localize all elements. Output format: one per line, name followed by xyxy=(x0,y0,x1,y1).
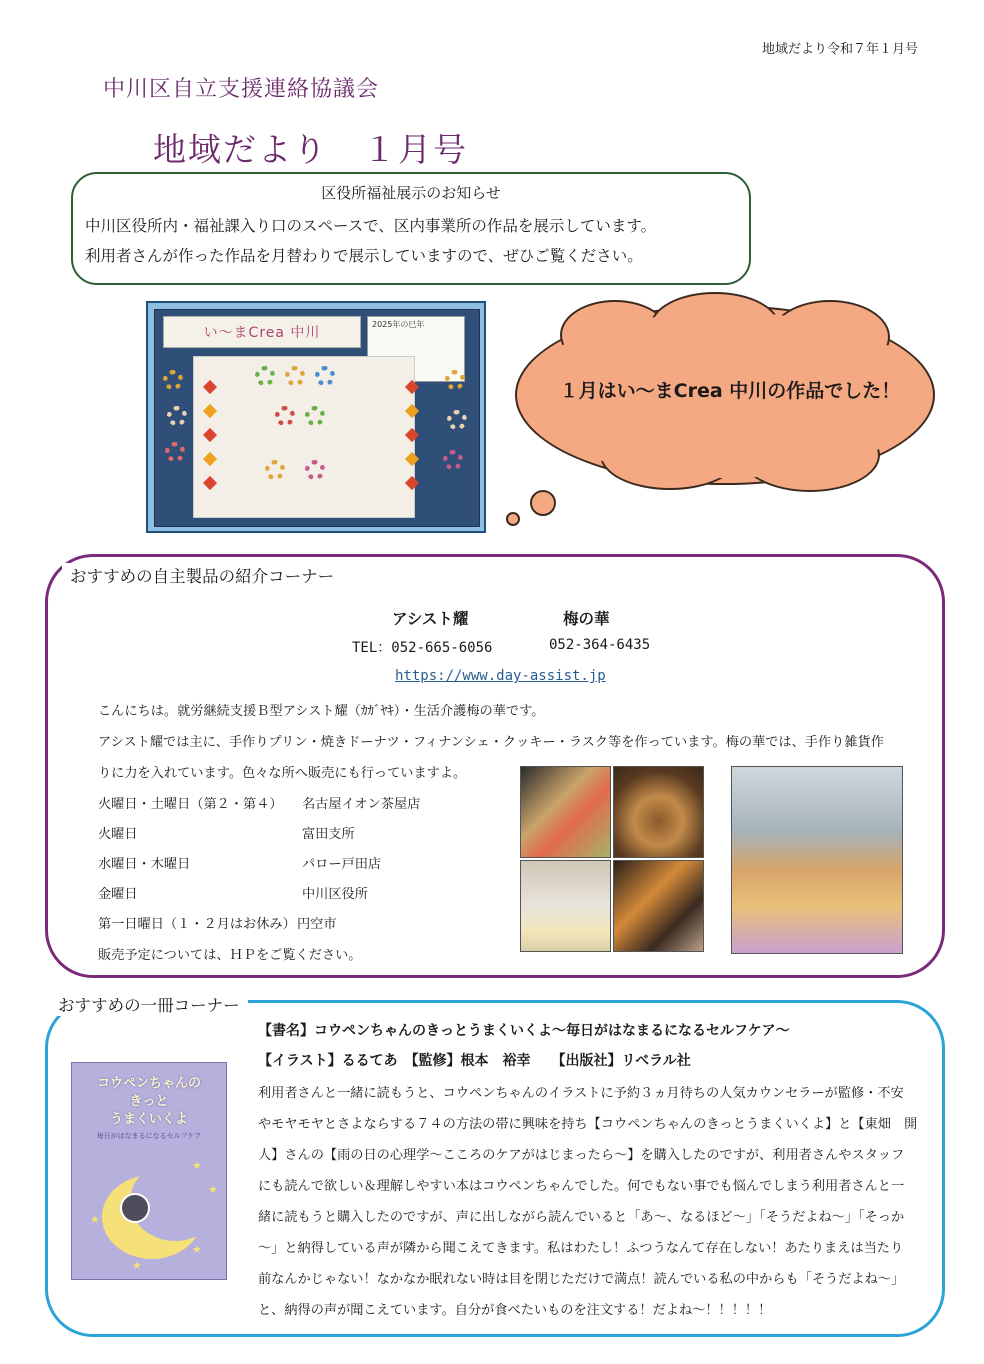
review-line: と、納得の声が聞こえています。自分が食べたいものを注文する！だよね～！！！！！ xyxy=(258,1303,772,1318)
exhibit-banner: い〜まCrea 中川 xyxy=(163,316,361,348)
goods-photo xyxy=(731,766,903,954)
intro-text: こんにちは。就労継続支援Ｂ型アシスト耀（ｶｶﾞﾔｷ）・生活介護梅の華です。 xyxy=(98,704,545,719)
shop-name-ume: 梅の華 xyxy=(563,610,610,628)
wreath-decoration xyxy=(447,410,467,430)
phone-number: 052-364-6435 xyxy=(549,637,651,653)
intro-text: アシスト耀では主に、手作りプリン・焼きドーナツ・フィナンシェ・クッキー・ラスク等を作っています。梅の華では、手作り雑貨作 xyxy=(98,735,884,750)
schedule-place: 富田支所 xyxy=(302,827,355,842)
star-icon: ★ xyxy=(192,1159,202,1172)
notice-title: 区役所福祉展示のお知らせ xyxy=(321,184,501,202)
schedule-day: 第一日曜日（１・２月はお休み） xyxy=(98,917,296,932)
food-photo xyxy=(613,766,704,858)
exhibit-card-text: 2025年の巳年 xyxy=(372,320,425,329)
wreath-decoration xyxy=(165,442,185,462)
intro-text: りに力を入れています。色々な所へ販売にも行っていますよ。 xyxy=(98,766,467,781)
schedule-place: 名古屋イオン茶屋店 xyxy=(302,797,421,812)
sales-note: 販売予定については、ＨＰをご覧ください。 xyxy=(98,948,362,963)
review-line: 人】さんの【雨の日の心理学～こころのケアがはじまったら～】を購入したのですが、利用者さんやスタッフ xyxy=(258,1148,905,1163)
penguin-illustration xyxy=(120,1193,150,1223)
food-photo xyxy=(520,860,611,952)
food-photo-collage xyxy=(520,766,704,952)
review-line: やモヤモヤとさよならする７４の方法の帯に興味を持ち【コウペンちゃんのきっとうまくいくよ】と【東畑 開 xyxy=(258,1117,918,1132)
review-line: 前なんかじゃない！なかなか眠れない時は目を閉じただけで満点！読んでいる私の中からも「そうだよね～」 xyxy=(258,1272,905,1287)
schedule-place: 中川区役所 xyxy=(302,887,368,902)
book-credit-line: 【イラスト】るるてあ 【監修】根本 裕幸 【出版社】リベラル社 xyxy=(258,1053,691,1069)
review-line: 緒に読もうと購入したのですが、声に出しながら読んでいると「あ～、なるほど～」「そうだよね～」「そっか xyxy=(258,1210,905,1225)
wreath-decoration xyxy=(445,370,465,390)
wreath-decoration xyxy=(167,406,187,426)
book-cover xyxy=(71,1062,227,1280)
wreath-decoration xyxy=(443,450,463,470)
phone-number: TEL：052-665-6056 xyxy=(352,640,493,656)
wreath-decoration xyxy=(255,366,275,386)
food-photo xyxy=(520,766,611,858)
wreath-decoration xyxy=(305,406,325,426)
food-photo xyxy=(613,860,704,952)
schedule-day: 火曜日 xyxy=(98,827,138,842)
shop-name-assist: アシスト耀 xyxy=(392,610,469,628)
website-link[interactable]: https://www.day-assist.jp xyxy=(395,668,606,684)
organization-name: 中川区自立支援連絡協議会 xyxy=(103,77,380,102)
issue-tag: 地域だより令和７年１月号 xyxy=(761,42,918,57)
book-cover-subtitle: 毎日がはなまるになるセルフケア xyxy=(96,1132,202,1140)
notice-line: 利用者さんが作った作品を月替わりで展示していますので、ぜひご覧ください。 xyxy=(85,247,643,265)
book-heading: おすすめの一冊コーナー xyxy=(50,992,248,1016)
schedule-day: 火曜日・土曜日（第２・第４） xyxy=(98,797,283,812)
page-title: 地域だより １月号 xyxy=(153,130,468,169)
book-title-line: 【書名】コウペンちゃんのきっとうまくいくよ～毎日がはなまるになるセルフケア～ xyxy=(258,1023,790,1039)
review-line: 利用者さんと一緒に読もうと、コウペンちゃんのイラストに予約３ヵ月待ちの人気カウンセラーが監修・不安 xyxy=(258,1086,904,1101)
review-line: ～」と納得している声が隣から聞こえてきます。私はわたし！ふつうなんて存在しない！あたりまえは当たり xyxy=(258,1241,904,1256)
wreath-decoration xyxy=(285,366,305,386)
schedule-day: 金曜日 xyxy=(98,887,138,902)
star-icon: ★ xyxy=(208,1183,218,1196)
exhibit-photo xyxy=(146,301,486,533)
wreath-decoration xyxy=(163,370,183,390)
schedule-place: パロー戸田店 xyxy=(302,857,382,872)
bubble-text: １月はい〜まCrea 中川の作品でした！ xyxy=(559,380,901,402)
star-icon: ★ xyxy=(132,1259,142,1272)
schedule-place: 円空市 xyxy=(297,917,337,932)
exhibit-photo-image xyxy=(154,309,480,527)
schedule-day: 水曜日・木曜日 xyxy=(98,857,191,872)
star-icon: ★ xyxy=(90,1213,100,1226)
review-line: にも読んで欲しい＆理解しやすい本はコウペンちゃんでした。何でもない事でも悩んでしまう利用者さんと一 xyxy=(258,1179,905,1194)
notice-box xyxy=(71,172,751,285)
wreath-decoration xyxy=(305,460,325,480)
wreath-decoration xyxy=(275,406,295,426)
notice-line: 中川区役所内・福祉課入り口のスペースで、区内事業所の作品を展示しています。 xyxy=(85,217,657,235)
wreath-decoration xyxy=(315,366,335,386)
products-heading: おすすめの自主製品の紹介コーナー xyxy=(62,563,342,587)
star-icon: ★ xyxy=(192,1243,202,1256)
wreath-decoration xyxy=(265,460,285,480)
bubble-dot xyxy=(530,490,556,516)
book-cover-title: コウペンちゃんの きっと うまくいくよ xyxy=(96,1076,201,1127)
bubble-dot xyxy=(506,512,520,526)
